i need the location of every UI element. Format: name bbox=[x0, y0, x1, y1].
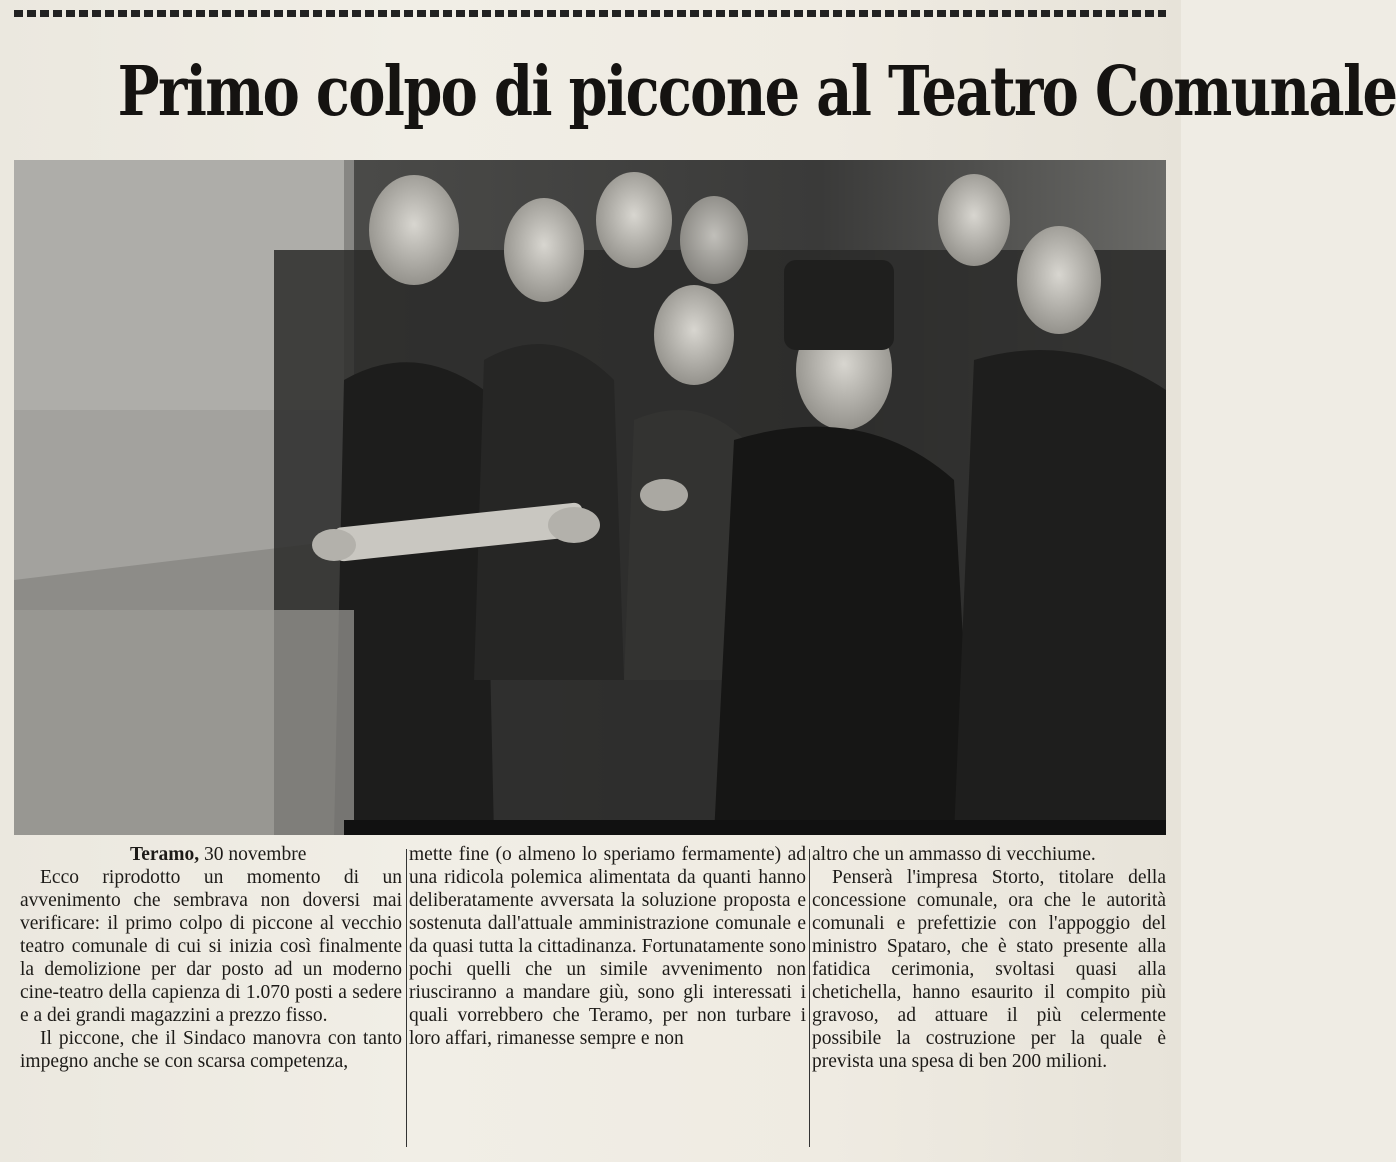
article-column-3 bbox=[812, 843, 1166, 1153]
article-column-1 bbox=[20, 843, 402, 1153]
column-divider bbox=[809, 849, 810, 1147]
article-body bbox=[14, 843, 1166, 1153]
column-3-paragraph-1: altro che un ammasso di vecchiume. bbox=[812, 844, 1096, 865]
column-2-paragraph-1: mette fine (o almeno lo speriamo fermamente) ad una ridicola polemica alimentata da quanti hanno deliberatamente avversata la soluzione proposta e sostenuta dall'attuale amministrazione comunale e da quasi tutta la cittadinanza. Fortunatamente sono pochi quelli che un simile avvenimento non riusciranno a mandare giù, sono gli interessati i quali vorrebbero che Teramo, per non turbare i loro affari, rimanesse sempre e non bbox=[409, 844, 806, 1049]
column-divider bbox=[406, 849, 407, 1147]
column-3-paragraph-2: Penserà l'impresa Storto, titolare della concessione comunale, ora che le autorità comunali e prefettizie con l'appoggio del ministro Spataro, che è stato presente alla fatidica cerimonia, svoltasi quasi alla chetichella, hanno esaurito il compito più gravoso, ad attuare il più celermente possibile la costruzione per la quale è prevista una spesa di ben 200 milioni. bbox=[812, 867, 1166, 1072]
dateline-place: Teramo, bbox=[130, 844, 200, 865]
dateline-date: 30 novembre bbox=[204, 844, 307, 865]
article-column-2 bbox=[409, 843, 806, 1153]
column-1-paragraph-1: Ecco riprodotto un momento di un avvenimento che sembrava non doversi mai verificare: il primo colpo di piccone al vecchio teatro comunale di cui si inizia così finalmente la demolizione per dar posto ad un moderno cine-teatro della capienza di 1.070 posti a sedere e a dei grandi magazzini a prezzo fisso. bbox=[20, 867, 402, 1026]
top-dashed-rule bbox=[14, 10, 1166, 17]
ceremony-photo bbox=[14, 160, 1166, 835]
dateline bbox=[20, 843, 402, 866]
column-1-paragraph-2: Il piccone, che il Sindaco manovra con tanto impegno anche se con scarsa competenza, bbox=[20, 1028, 402, 1072]
article-photo bbox=[14, 160, 1166, 835]
article-headline: Primo colpo di piccone al Teatro Comunale bbox=[117, 52, 1396, 132]
